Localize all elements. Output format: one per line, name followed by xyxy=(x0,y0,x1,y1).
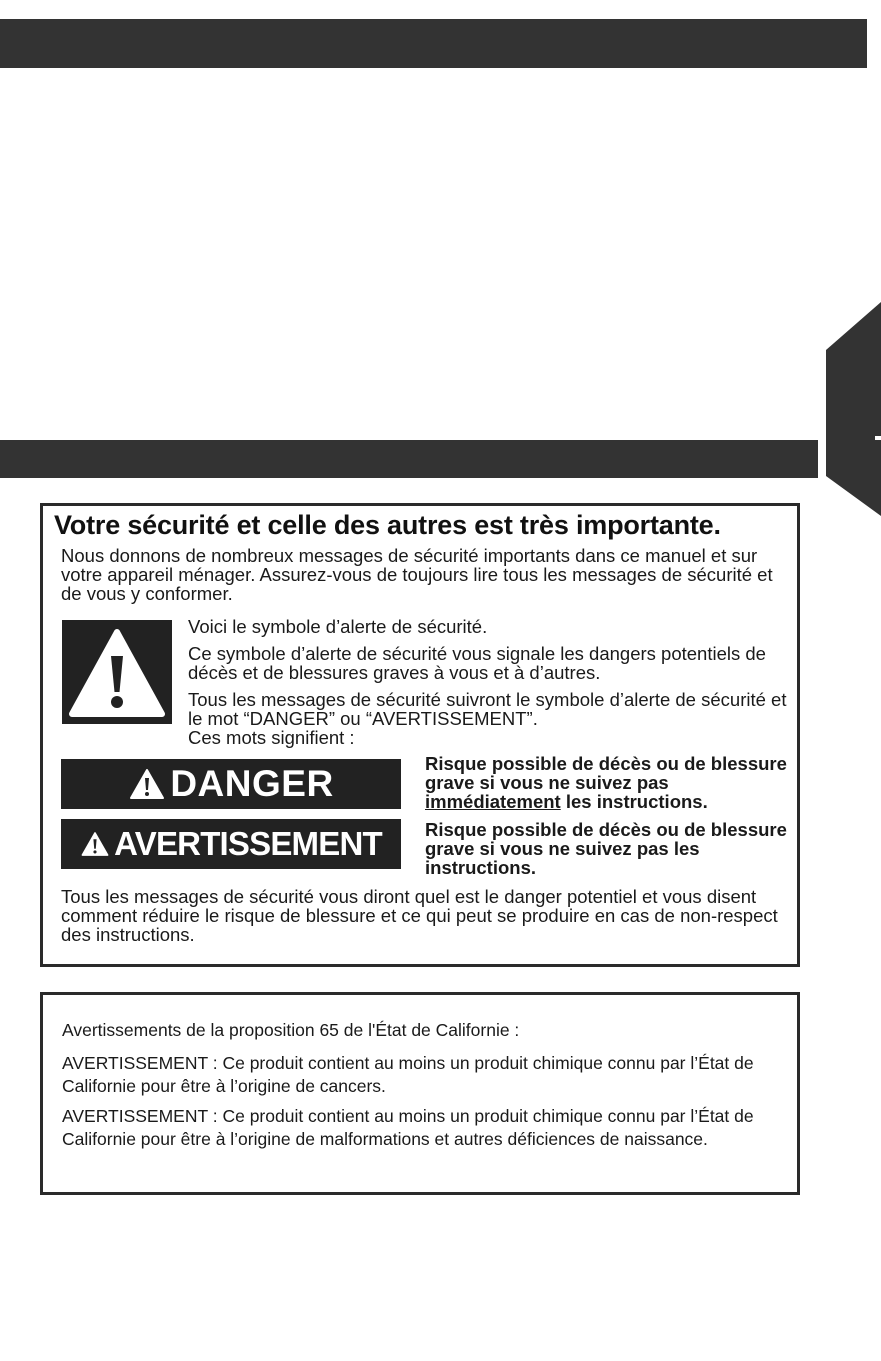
prop65-box xyxy=(40,992,800,1195)
safety-notice-box xyxy=(40,503,800,967)
warning-triangle-icon xyxy=(80,830,110,858)
safety-title: Votre sécurité et celle des autres est très importante. xyxy=(54,510,721,540)
safety-outro: Tous les messages de sécurité vous diront quel est le danger potentiel et vous disent comment réduire le risque de blessure et ce qui peut se produire en cas de non-respect des instructions. xyxy=(61,886,778,945)
danger-def-emphasis: immédiatement xyxy=(425,791,561,812)
warning-definition: Risque possible de décès ou de blessure grave si vous ne suivez pas les instructions. xyxy=(425,819,787,878)
danger-def-part2: les instructions. xyxy=(560,791,708,812)
danger-definition xyxy=(425,754,795,811)
safety-intro: Nous donnons de nombreux messages de sécurité importants dans ce manuel et sur votre appareil ménager. Assurez-vous de toujours lire tous les messages de sécurité et de vous y conformer. xyxy=(61,545,773,604)
messages-follow xyxy=(188,690,788,747)
language-tab xyxy=(826,302,881,516)
words-mean-text: Ces mots signifient : xyxy=(188,727,355,748)
messages-follow-text: Tous les messages de sécurité suivront le symbole d’alerte de sécurité et le mot “DANGER” ou “AVERTISSEMENT”. xyxy=(188,689,787,729)
prop65-title: Avertissements de la proposition 65 de l'État de Californie : xyxy=(62,1020,520,1040)
warning-triangle-icon xyxy=(128,767,166,801)
prop65-warning-cancer: AVERTISSEMENT : Ce produit contient au moins un produit chimique connu par l’État de Californie pour être à l’origine de cancers. xyxy=(62,1053,754,1096)
prop65-warning-birth-defects: AVERTISSEMENT : Ce produit contient au moins un produit chimique connu par l’État de Californie pour être à l’origine de malformations et autres déficiences de naissance. xyxy=(62,1106,754,1149)
section-bar xyxy=(0,440,818,478)
danger-def-part1: Risque possible de décès ou de blessure grave si vous ne suivez pas xyxy=(425,753,787,793)
danger-signal-word xyxy=(61,759,401,809)
symbol-intro: Voici le symbole d’alerte de sécurité. xyxy=(188,616,488,637)
symbol-description: Ce symbole d’alerte de sécurité vous signale les dangers potentiels de décès et de blessures graves à vous et à d’autres. xyxy=(188,643,766,683)
header-bar xyxy=(0,19,867,68)
warning-label: AVERTISSEMENT xyxy=(114,825,382,862)
warning-signal-word xyxy=(61,819,401,869)
safety-alert-symbol xyxy=(62,620,172,724)
danger-label: DANGER xyxy=(170,763,334,804)
warning-triangle-icon xyxy=(62,620,172,724)
